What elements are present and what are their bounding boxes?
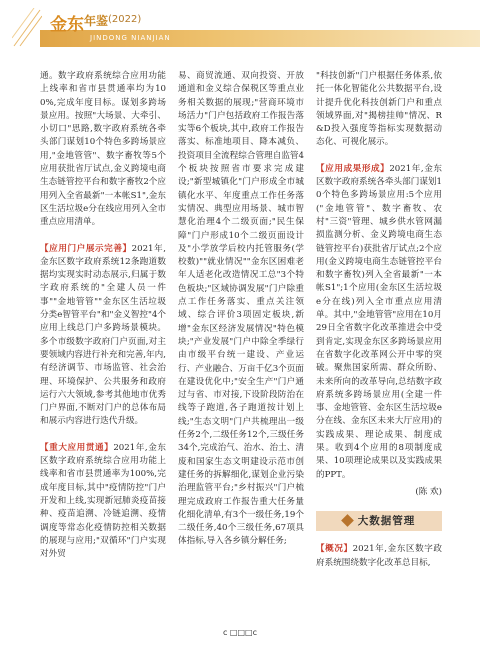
paragraph: 通。数字政府系统综合应用功能上线率和省市县贯通率均为100%,完成年度目标。谋划多跨场景应用。按照"大场景、大牵引、小切口"思路,数字政府系统各牵头部门谋划10个特色多跨场景应用,"金地管管"、数字畜牧等5个应用获批省厅试点,金义跨境电商生态链管控平台和数字畜牧2个应用列入全省最新"一本帐S1",金东区生活垃圾e分在线应用列入全市重点应用清单。 (40, 71, 166, 228)
yearbook-logo: 金东 (50, 15, 84, 35)
yearbook-logo-sub: 年鉴 (84, 14, 109, 28)
paragraph: 【应用成果形成】2021年,金东区数字政府系统各牵头部门谋划10个特色多跨场景应用:5个应用("金地管管"、数字畜牧、农村"三资"管理、城乡供水管网漏损监测分析、金义跨境电商生态链管控平台)获批省厅试点;2个应用(金义跨境电商生态链管控平台和数字畜牧)列入全省最新"一本帐S1";1个应用(金东区生活垃圾e分在线)列入全市重点应用清单。其中,"金地管管"应用在10月29日全省数字化改革推进会中受到肯定,实现金东区多跨场景应用在省数字化改革网公开中零的突破。聚焦国家所需、群众所盼、未来所向的改革导向,总结数字政府系统多跨场景应用(全建一件事、金地管管、金东区生活垃圾e分在线、金东区未来大厅应用)的实践成果、理论成果、制度成果。收到4个应用的8项制度成果、10项理论成果以及实践成果的PPT。 (316, 163, 442, 480)
decorative-lines-icon (12, 8, 42, 48)
text-column-1 (40, 70, 166, 618)
paragraph: 【重大应用贯通】2021年,金东区数字政府系统综合应用功能上线率和省市县贯通率为100%,完成年度目标,其中"疫情防控"门户开发和上线,实现新冠肺炎疫苗接种、疫苗追溯、冷链追溯、疫情调度等常态化疫情防控相关数据的展现与应用;"双循环"门户实现对外贸 (40, 442, 166, 560)
section-tag: 【应用成果形成】 (316, 163, 390, 174)
paragraph: 【概况】2021年,金东区数字政府系统围绕数字化改革总目标, (316, 544, 442, 568)
yearbook-year: (2022) (108, 14, 142, 25)
paragraph: 易、商贸流通、双向投资、开放通道和金义综合保税区等重点业务相关数据的展现;"营商环境市场活力"门户包括政府工作报告落实等6个板块,其中,政府工作报告落实、标准地项目、降本减负、投资项目全流程综合管理自监管4个板块按照省市要求完成建设;"新型城镇化"门户形成全市城镇化水平、年度重点工作任务落实情况、典型应用场景、城市智慧化治理4个二级页面;"民生保障"门户形成10个二级页面设计及"小学放学后校内托管服务(学校数)""就业情况""金东区困难老年人适老化改造情况工总"3个特色板块;"区域协调发展"门户除重点工作任务落实、重点关注领域、综合评价3项固定板块,新增"金东区经济发展情况"特色模块;"产业发展"门户中除全季绿行由市级平台统一建设、产业运行、产业融合、万亩千亿3个页面在建设优化中;"安全生产"门户通过与省、市对接,下设阶段防治在线等子跑道,各子跑道按计划上线;"生态文明"门户共梳理出一级任务2个,二级任务12个,三级任务34个,完成治气、治水、治土、清废和国家生态文明建设示范市创建任务的拆解细化,谋划企业污染治理监管平台;"乡村振兴"门户梳理完成政府工作报告重大任务量化细化清单,有3个一级任务,19个二级任务,40个三级任务,67项具体指标,导入各乡镇分解任务; (178, 71, 304, 547)
text-column-3 (316, 70, 442, 618)
yearbook-english-title: JINDONG NIANJIAN (90, 34, 171, 42)
author-signature: (陈 欢) (415, 486, 442, 497)
page-header (0, 0, 480, 58)
section-tag: 【重大应用贯通】 (40, 442, 114, 453)
paragraph: 【应用门户展示完善】2021年,金东区数字政府系统12条跑道数据均实现实时动态展示,归属于数字政府系统的"全建人员一件事""金地管管""金东区生活垃圾分类e智管平台"和"金义智控"4个应用上线总门户多跨场景模块。多个市级数字政府门户页面,对主要领域内容进行补充和完善,年内,有经济调节、市场监管、社会治理、环境保护、公共服务和政府运行六大领域,参考其他地市优秀门户界面,不断对门户的总体布局和展示内容进行迭代升级。 (40, 243, 166, 427)
paragraph: "科技创新"门户根据任务体系,依托一体化智能化公共数据平台,设计提升优化科技创新门户和重点领域界面,对"揭榜挂帅"情况、R&D投入强度等指标实现数据动态化、可视化展示。 (316, 71, 442, 148)
page-number: c □□□c (222, 628, 257, 637)
section-tag: 【应用门户展示完善】 (40, 243, 132, 254)
section-tag: 【概况】 (316, 544, 353, 555)
text-column-2 (178, 70, 304, 618)
section-heading: 大数据管理 (316, 511, 442, 531)
